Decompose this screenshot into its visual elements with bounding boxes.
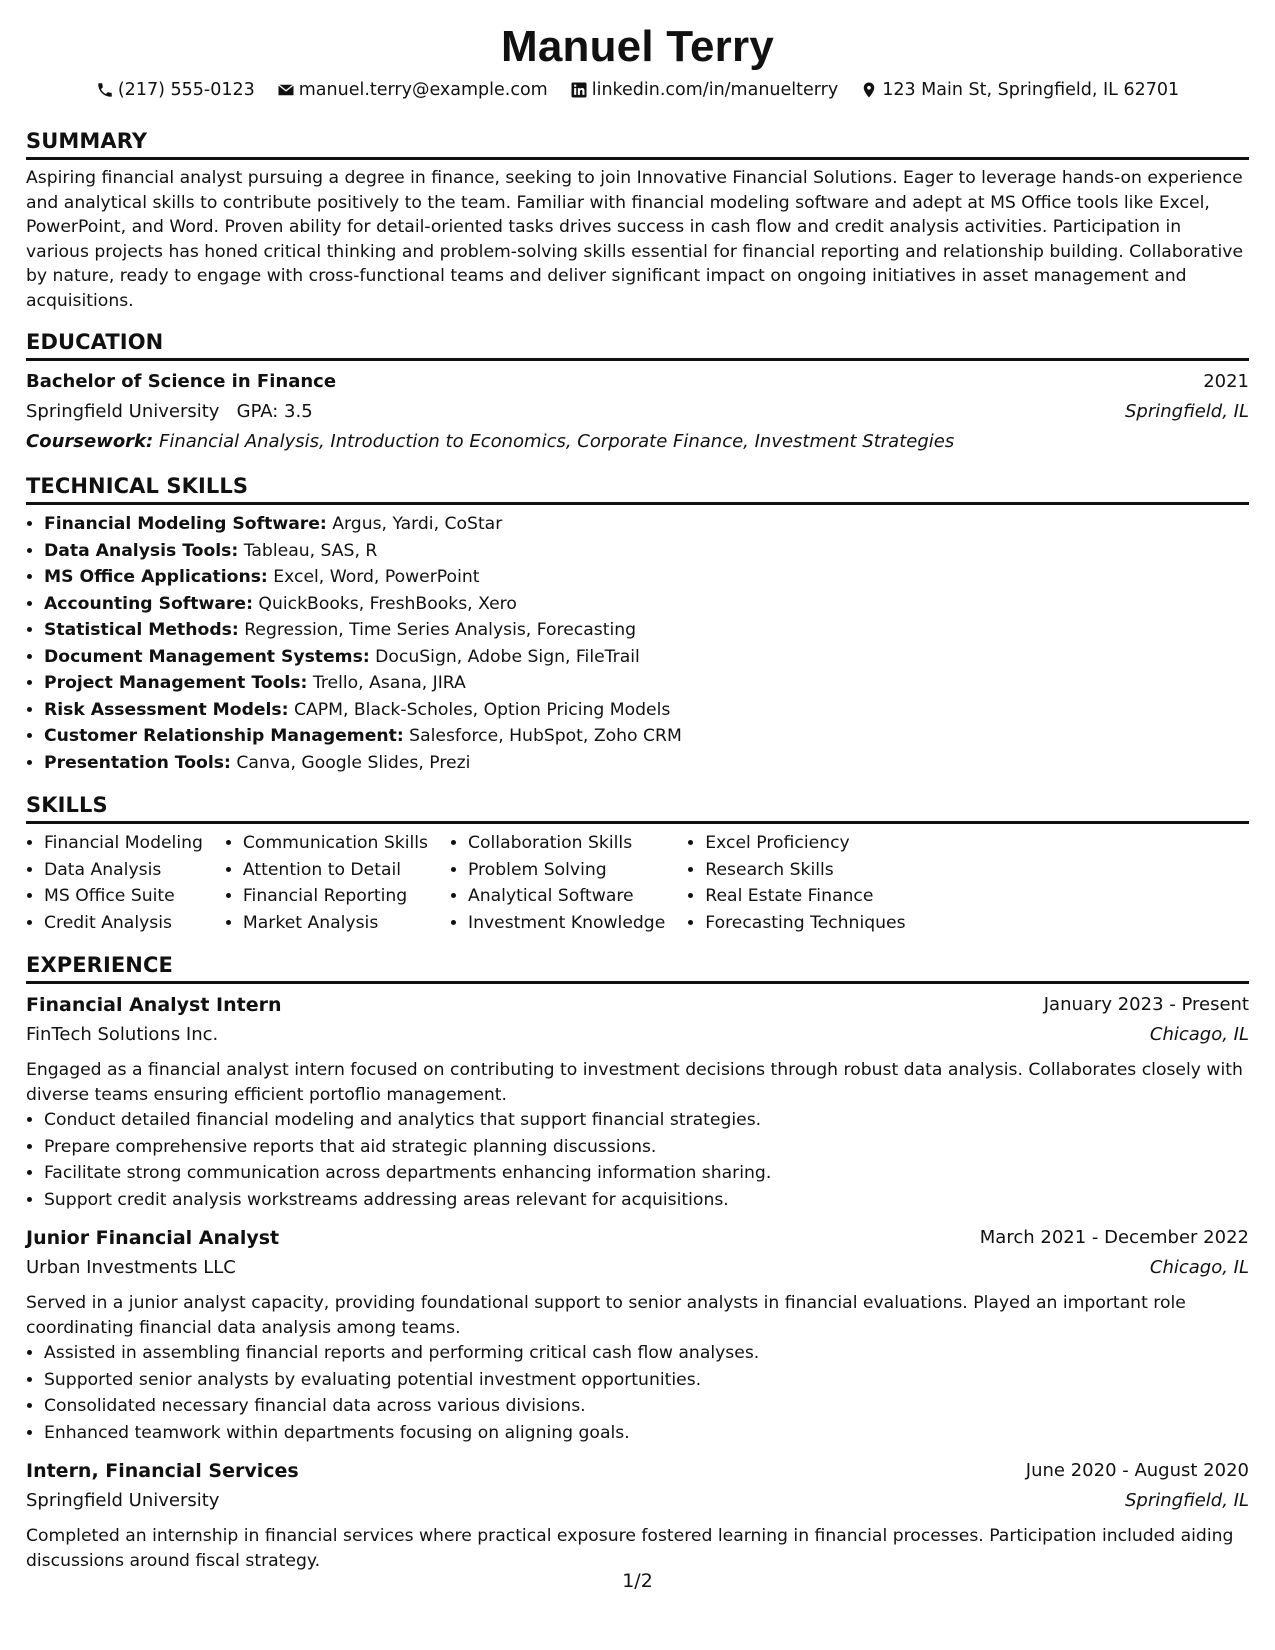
job-title: Junior Financial Analyst [26, 1227, 280, 1249]
job-title: Intern, Financial Services [26, 1460, 299, 1482]
contact-email[interactable] [277, 78, 548, 102]
job-location: Springfield, IL [1125, 1490, 1249, 1511]
list-item: • Statistical Methods: Regression, Time Series Analysis, Forecasting [44, 617, 1249, 644]
job-dates: January 2023 - Present [1043, 994, 1249, 1015]
section-title-summary: SUMMARY [26, 128, 1249, 160]
skills-column [225, 830, 428, 936]
job-entry [26, 1223, 1249, 1446]
education-header-row [26, 367, 1249, 397]
school-name: Springfield University [26, 401, 220, 422]
job-entry [26, 1456, 1249, 1573]
section-title-education: EDUCATION [26, 329, 1249, 361]
coursework-list: Financial Analysis, Introduction to Economics, Corporate Finance, Investment Strategies [158, 431, 955, 452]
section-title-skills: SKILLS [26, 792, 1249, 824]
envelope-icon [277, 81, 295, 99]
coursework-label: Coursework: [26, 431, 154, 452]
resume-page [26, 20, 1249, 1573]
list-item: • Forecasting Techniques [705, 910, 905, 937]
list-item: • Presentation Tools: Canva, Google Slides, Prezi [44, 750, 1249, 777]
address-text: 123 Main St, Springfield, IL 62701 [882, 80, 1180, 100]
section-title-experience: EXPERIENCE [26, 952, 1249, 984]
summary-text: Aspiring financial analyst pursuing a degree in finance, seeking to join Innovative Financial Solutions. Eager to leverage hands-on experience and analytical skills to contribute positively to the team. Familiar with financial modeling software and adept at MS Office tools like Excel, PowerPoint, and Word. Proven ability for detail-oriented tasks drives success in cash flow and credit analysis activities. Participation in various projects has honed critical thinking and problem-solving skills essential for financial reporting and relationship building. Collaborative by nature, ready to engage with cross-functional teams and deliver significant impact on ongoing initiatives in asset management and acquisitions. [26, 168, 1244, 311]
technical-skills-section [26, 473, 1249, 776]
degree: Bachelor of Science in Finance [26, 371, 337, 392]
email-text[interactable]: manuel.terry@example.com [298, 80, 548, 100]
graduation-year: 2021 [1203, 371, 1249, 392]
summary-section [26, 128, 1249, 313]
list-item: • Facilitate strong communication across departments enhancing information sharing. [44, 1160, 1249, 1187]
list-item: • Analytical Software [468, 883, 665, 910]
phone-text: (217) 555-0123 [117, 80, 255, 100]
coursework-row [26, 427, 1249, 457]
gpa: GPA: 3.5 [236, 401, 313, 422]
job-description: Served in a junior analyst capacity, providing foundational support to senior analysts in financial evaluations. Played an important role coordinating financial data analysis among teams. [26, 1293, 1186, 1338]
list-item: • Market Analysis [243, 910, 428, 937]
list-item: • Enhanced teamwork within departments focusing on aligning goals. [44, 1420, 1249, 1447]
section-title-technical-skills: TECHNICAL SKILLS [26, 473, 1249, 505]
list-item: • MS Office Applications: Excel, Word, PowerPoint [44, 564, 1249, 591]
school-line [26, 397, 313, 427]
school-location: Springfield, IL [1125, 401, 1249, 422]
list-item: • Supported senior analysts by evaluating potential investment opportunities. [44, 1367, 1249, 1394]
skills-grid [26, 830, 1249, 936]
contact-linkedin[interactable] [570, 78, 839, 102]
list-item: • Customer Relationship Management: Salesforce, HubSpot, Zoho CRM [44, 723, 1249, 750]
company-name: Urban Investments LLC [26, 1257, 236, 1278]
list-item: • Financial Modeling Software: Argus, Yardi, CoStar [44, 511, 1249, 538]
list-item: • Support credit analysis workstreams addressing areas relevant for acquisitions. [44, 1187, 1249, 1214]
page-number: 1/2 [622, 1570, 653, 1592]
list-item: • Conduct detailed financial modeling and analytics that support financial strategies. [44, 1107, 1249, 1134]
list-item: • Document Management Systems: DocuSign, Adobe Sign, FileTrail [44, 644, 1249, 671]
list-item: • Credit Analysis [44, 910, 203, 937]
job-description: Engaged as a financial analyst intern focused on contributing to investment decisions through robust data analysis. Collaborates closely with diverse teams ensuring efficient portoflio management. [26, 1060, 1243, 1105]
list-item: • Attention to Detail [243, 857, 428, 884]
job-bullets [26, 1107, 1249, 1213]
education-school-row [26, 397, 1249, 427]
job-dates: June 2020 - August 2020 [1025, 1460, 1249, 1481]
job-description: Completed an internship in financial services where practical exposure fostered learning in financial processes. Participation included aiding discussions around fiscal strategy. [26, 1526, 1234, 1571]
list-item: • Data Analysis Tools: Tableau, SAS, R [44, 538, 1249, 565]
list-item: • Project Management Tools: Trello, Asana, JIRA [44, 670, 1249, 697]
company-name: FinTech Solutions Inc. [26, 1024, 219, 1045]
job-bullets [26, 1340, 1249, 1446]
linkedin-text[interactable]: linkedin.com/in/manuelterry [591, 80, 839, 100]
contact-bar [26, 78, 1249, 102]
list-item: • Data Analysis [44, 857, 203, 884]
company-name: Springfield University [26, 1490, 220, 1511]
list-item: • Assisted in assembling financial reports and performing critical cash flow analyses. [44, 1340, 1249, 1367]
job-location: Chicago, IL [1149, 1257, 1249, 1278]
linkedin-icon [570, 81, 588, 99]
list-item: • Problem Solving [468, 857, 665, 884]
skills-column [450, 830, 665, 936]
skills-section [26, 792, 1249, 936]
phone-icon [96, 81, 114, 99]
technical-skills-list [26, 511, 1249, 776]
skills-column [687, 830, 905, 936]
list-item: • Investment Knowledge [468, 910, 665, 937]
list-item: • Research Skills [705, 857, 905, 884]
list-item: • Prepare comprehensive reports that aid strategic planning discussions. [44, 1134, 1249, 1161]
contact-address [860, 78, 1179, 102]
education-section [26, 329, 1249, 457]
list-item: • Communication Skills [243, 830, 428, 857]
job-location: Chicago, IL [1149, 1024, 1249, 1045]
contact-phone [96, 78, 255, 102]
map-pin-icon [860, 81, 878, 99]
job-entry [26, 990, 1249, 1213]
list-item: • Real Estate Finance [705, 883, 905, 910]
list-item: • Consolidated necessary financial data across various divisions. [44, 1393, 1249, 1420]
list-item: • Collaboration Skills [468, 830, 665, 857]
list-item: • Risk Assessment Models: CAPM, Black-Scholes, Option Pricing Models [44, 697, 1249, 724]
job-title: Financial Analyst Intern [26, 994, 282, 1016]
list-item: • Accounting Software: QuickBooks, FreshBooks, Xero [44, 591, 1249, 618]
list-item: • MS Office Suite [44, 883, 203, 910]
candidate-name: Manuel Terry [501, 22, 774, 71]
list-item: • Excel Proficiency [705, 830, 905, 857]
list-item: • Financial Modeling [44, 830, 203, 857]
list-item: • Financial Reporting [243, 883, 428, 910]
job-dates: March 2021 - December 2022 [979, 1227, 1249, 1248]
skills-column [26, 830, 203, 936]
experience-section [26, 952, 1249, 1573]
